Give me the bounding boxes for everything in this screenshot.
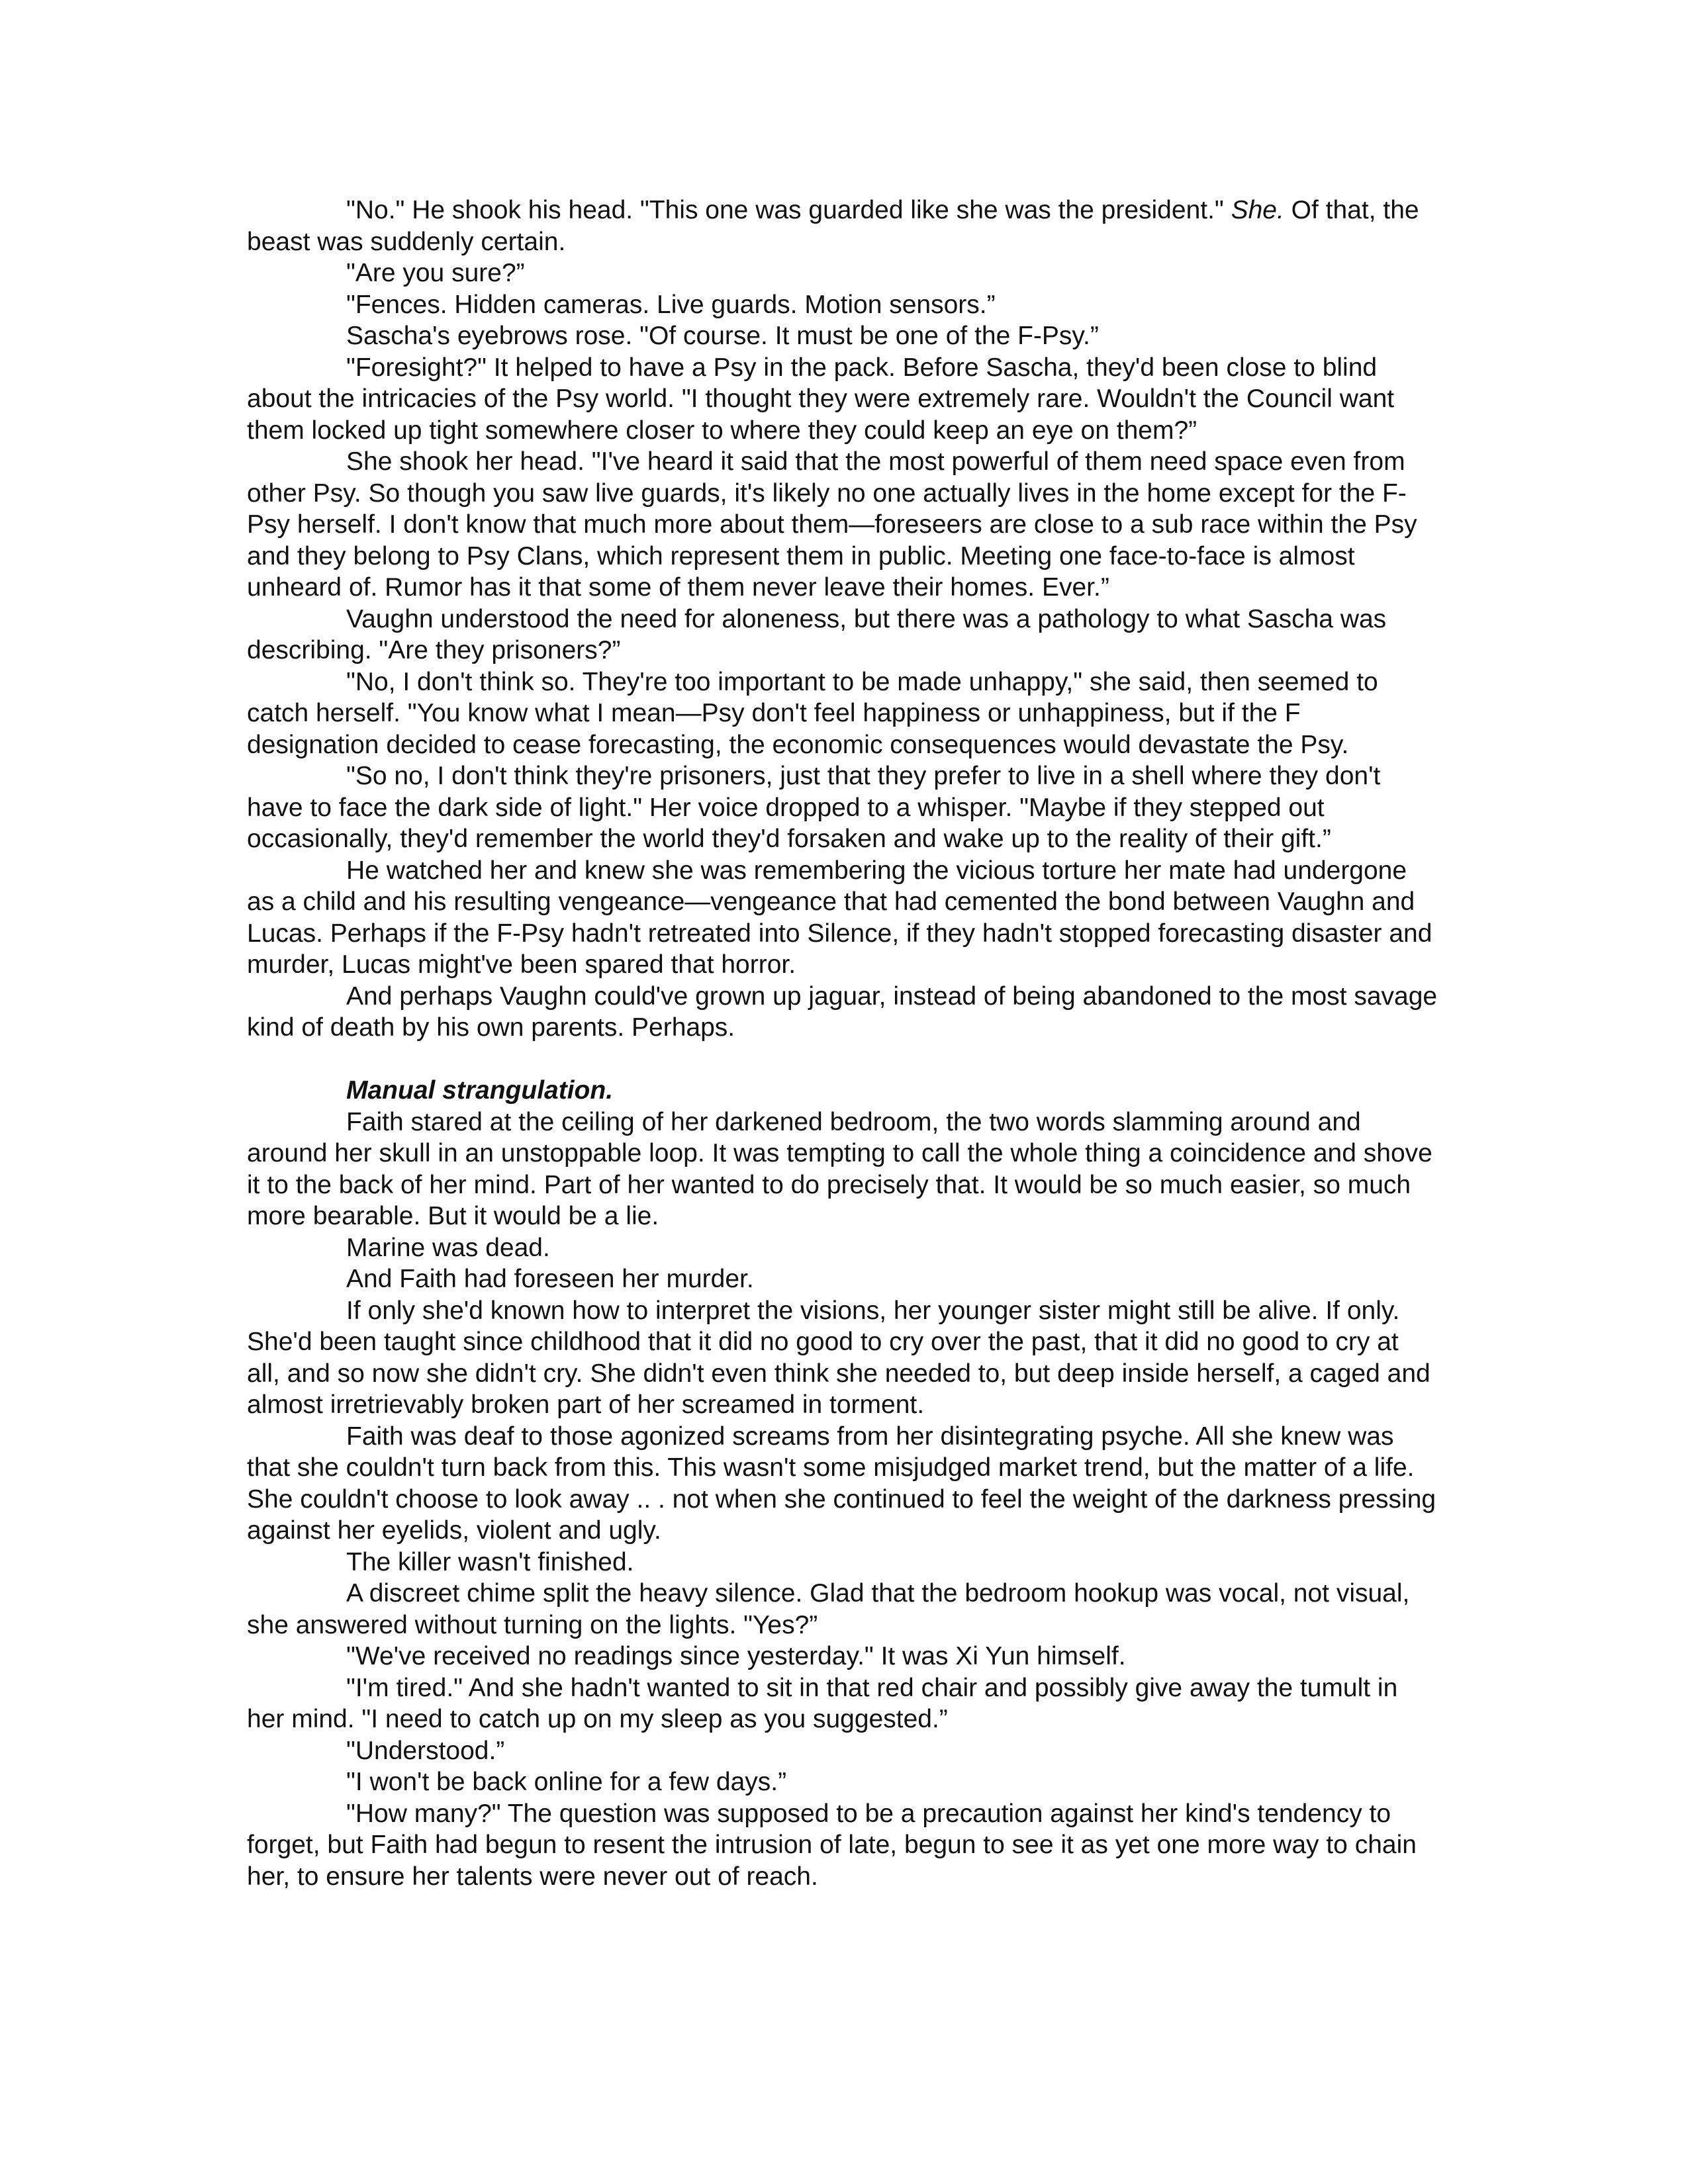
paragraph-he-watched-her: He watched her and knew she was remembering the vicious torture her mate had undergone as a child and his resulting vengeance—vengeance that had cemented the bond between Vaughn and Lucas. Perhaps if the F-Psy hadn't retreated into Silence, if they hadn't stopped forecasting disaster and murder, Lucas might've been spared that horror.	[247, 856, 1432, 979]
paragraph-she-shook-her-head: She shook her head. "I've heard it said that the most powerful of them need space even from other Psy. So though you saw live guards, it's likely no one actually lives in the home except for the F-Psy herself. I don't know that much more about them—foreseers are close to a sub race within the Psy and they belong to Psy Clans, which represent them in public. Meeting one face-to-face is almost unheard of. Rumor has it that some of them never leave their homes. Ever.”	[247, 447, 1417, 602]
paragraph-no-he-shook-part-3: Of that, the beast was suddenly certain.	[247, 196, 1419, 256]
paragraph-fences: "Fences. Hidden cameras. Live guards. Motion sensors.”	[346, 290, 996, 319]
paragraph-no-he-shook-italic-she: She.	[1231, 196, 1284, 224]
paragraph-faith-was-deaf: Faith was deaf to those agonized screams from her disintegrating psyche. All she knew was that she couldn't turn back from this. This wasn't some misjudged market trend, but the matter of a life. She couldn't choose to look away .. . not when she continued to feel the weight of the darkness pressing against her eyelids, violent and ugly.	[247, 1422, 1436, 1545]
paragraph-im-tired: "I'm tired." And she hadn't wanted to sit in that red chair and possibly give away the tumult in her mind. "I need to catch up on my sleep as you suggested.”	[247, 1673, 1398, 1733]
document-body	[247, 195, 1438, 1892]
paragraph-how-many: "How many?" The question was supposed to be a precaution against her kind's tendency to forget, but Faith had begun to resent the intrusion of late, begun to see it as yet one more way to chain her, to ensure her talents were never out of reach.	[247, 1799, 1417, 1891]
paragraph-sascha-eyebrows: Sascha's eyebrows rose. "Of course. It must be one of the F-Psy.”	[346, 322, 1099, 350]
paragraph-are-you-sure: "Are you sure?”	[346, 259, 525, 287]
paragraph-faith-stared: Faith stared at the ceiling of her darkened bedroom, the two words slamming around and around her skull in an unstoppable loop. It was tempting to call the whole thing a coincidence and shove it to the back of her mind. Part of her wanted to do precisely that. It would be so much easier, so much more bearable. But it would be a lie.	[247, 1107, 1432, 1230]
paragraph-so-no: "So no, I don't think they're prisoners, just that they prefer to live in a shell where they don't have to face the dark side of light." Her voice dropped to a whisper. "Maybe if they stepped out occasionally, they'd remember the world they'd forsaken and wake up to the reality of their gift.”	[247, 762, 1381, 853]
section-heading-manual-strangulation: Manual strangulation.	[346, 1076, 614, 1105]
paragraph-if-only: If only she'd known how to interpret the visions, her younger sister might still be alive. If only. She'd been taught since childhood that it did no good to cry over the past, that it did no good to cry at all, and so now she didn't cry. She didn't even think she needed to, but deep inside herself, a caged and almost irretrievably broken part of her screamed in torment.	[247, 1296, 1430, 1419]
paragraph-discreet-chime: A discreet chime split the heavy silence. Glad that the bedroom hookup was vocal, not visual, she answered without turning on the lights. "Yes?”	[247, 1579, 1410, 1639]
paragraph-no-i-dont-think: "No, I don't think so. They're too important to be made unhappy," she said, then seemed to catch herself. "You know what I mean—Psy don't feel happiness or unhappiness, but if the F designation decided to cease forecasting, the economic consequences would devastate the Psy.	[247, 667, 1378, 759]
paragraph-killer-not-finished: The killer wasn't finished.	[346, 1547, 634, 1576]
paragraph-no-readings: "We've received no readings since yesterday." It was Xi Yun himself.	[346, 1642, 1126, 1670]
paragraph-vaughn-understood: Vaughn understood the need for aloneness, but there was a pathology to what Sascha was describing. "Are they prisoners?”	[247, 604, 1387, 664]
paragraph-faith-had-foreseen: And Faith had foreseen her murder.	[346, 1265, 754, 1293]
paragraph-and-perhaps-vaughn: And perhaps Vaughn could've grown up jaguar, instead of being abandoned to the most savage kind of death by his own parents. Perhaps.	[247, 981, 1438, 1042]
section-spacer	[247, 1044, 1438, 1075]
paragraph-no-he-shook	[247, 195, 1438, 257]
paragraph-no-he-shook-part-1: "No." He shook his head. "This one was guarded like she was the president."	[346, 196, 1231, 224]
paragraph-foresight: "Foresight?" It helped to have a Psy in the pack. Before Sascha, they'd been close to blind about the intricacies of the Psy world. "I thought they were extremely rare. Wouldn't the Council want them locked up tight somewhere closer to where they could keep an eye on them?”	[247, 353, 1395, 445]
paragraph-marine-was-dead: Marine was dead.	[346, 1233, 550, 1262]
paragraph-understood: "Understood.”	[346, 1736, 505, 1765]
paragraph-wont-be-back: "I won't be back online for a few days.”	[346, 1768, 787, 1796]
